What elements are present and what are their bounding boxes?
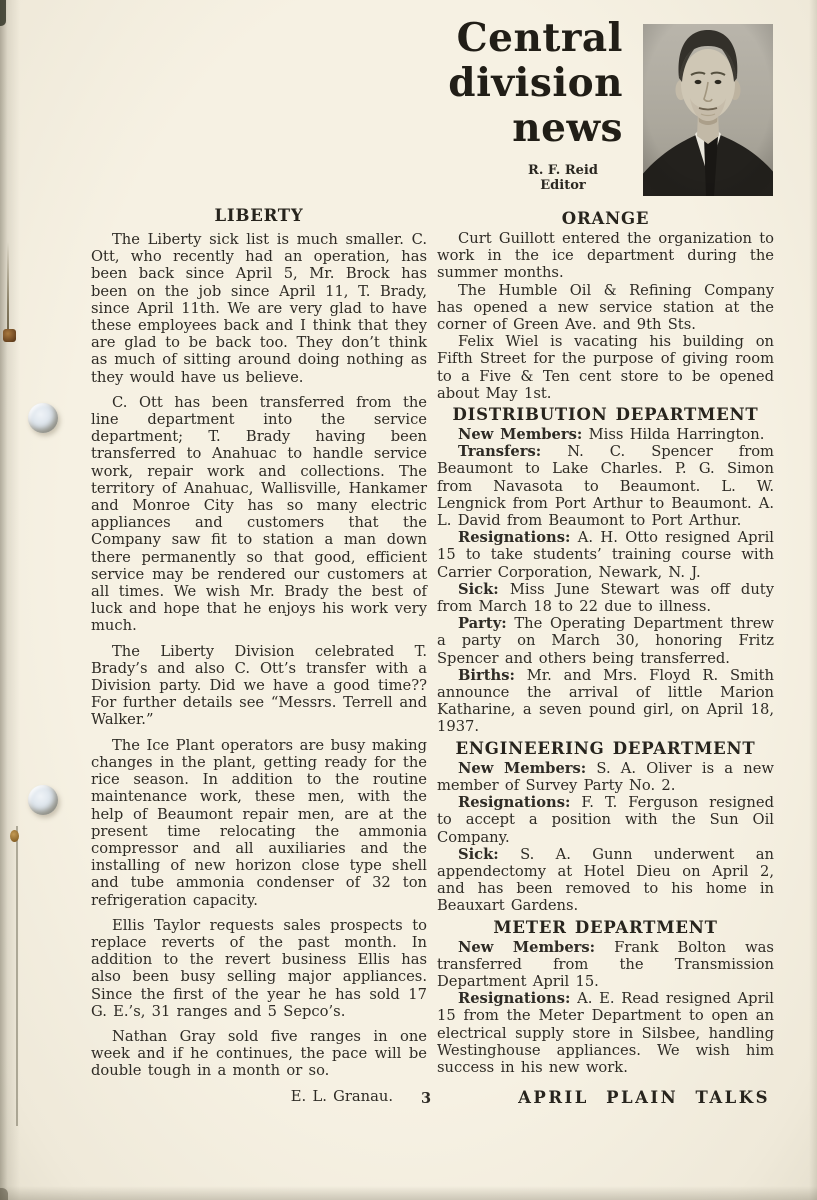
liberty-paragraph: The Ice Plant operators are busy making changes in the plant, getting ready for the rice season. In addition to the routine maintenance work, these men, with the help of Beaumont repair men, are at the present time relocating the ammonia compressor and all auxiliaries and the installing of new horizon close type shell and tube ammonia condenser of 32 ton refrigeration capacity. [91,736,427,909]
item-label: New Members: [458,938,596,956]
dept-item [437,794,774,846]
orange-paragraph: Curt Guillott entered the organization to work in the ice department during the summer months. [437,230,774,282]
right-column [437,206,774,1076]
item-text: A. E. Read resigned April 15 from the Meter Department to open an electrical supply store in Silsbee, handling Westinghouse appliances. We wish him success in his new work. [437,990,774,1076]
dept-item [437,939,774,991]
left-column [91,206,427,1105]
page-bottom-edge-shadow [0,1186,817,1200]
item-label: Transfers: [458,443,542,461]
scan-corner-mark-bottom [0,1188,8,1200]
item-text: The Operating Department threw a party on March 30, honoring Fritz Spencer and others being transferred. [437,615,774,667]
dept-item [437,760,774,794]
section-heading-orange: ORANGE [561,209,650,228]
dept-item [437,667,774,736]
dept-item [437,581,774,615]
item-text: S. A. Gunn underwent an appendectomy at Hotel Dieu on April 2, and has been removed to his home in Beauxart Gardens. [437,845,774,915]
publication-title: APRIL PLAIN TALKS [518,1088,770,1107]
binding-staple [3,329,16,342]
binding-staple-lower [10,830,19,842]
page-right-edge-shadow [809,0,817,1200]
dept-item [437,529,774,581]
section-heading-distribution: DISTRIBUTION DEPARTMENT [452,405,759,425]
item-label: New Members: [458,759,587,777]
page-number: 3 [421,1090,432,1107]
liberty-paragraph: C. Ott has been transferred from the line department into the service department; T. Brady having been transferred to Anahuac to handle service work, repair work and collections. The territory of Anahuac, Wallisville, Hankamer and Monroe City has so many electric appliances and customers that the Company saw fit to station a man down there permanently so that good, efficient service may be rendered our customers at all times. We wish Mr. Brady the best of luck and hope that he enjoys his work very much. [91,393,427,635]
punch-hole-bottom [28,785,58,815]
item-text: A. H. Otto resigned April 15 to take students’ training course with Carrier Corporation, Newark, N. J. [437,529,774,581]
item-text: S. A. Oliver is a new member of Survey Party No. 2. [437,759,774,794]
dept-item [437,990,774,1076]
item-text: Frank Bolton was transferred from the Transmission Department April 15. [437,938,774,990]
editor-portrait-photo [643,24,773,196]
masthead-title-line-1: Central [456,15,623,61]
liberty-paragraph: Ellis Taylor requests sales prospects to replace reverts of the past month. In addition to the revert business Ellis has also been busy selling major appliances. Since the first of the year he has sold 17 G. E.’s, 31 ranges and 5 Sepco’s. [91,916,427,1020]
section-heading-liberty: LIBERTY [214,206,304,225]
masthead-title-line-3: news [512,105,623,151]
orange-paragraph: The Humble Oil & Refining Company has opened a new service station at the corner of Green Ave. and 9th Sts. [437,281,774,334]
item-label: Births: [458,666,515,684]
editor-title: Editor [540,178,586,193]
punch-hole-top [28,403,58,433]
liberty-paragraph: The Liberty Division celebrated T. Brady’s and also C. Ott’s transfer with a Division party. Did we have a good time?? For further details see “Messrs. Terrell and Walker.” [91,642,427,729]
liberty-signature: E. L. Granau. [290,1087,393,1105]
item-text: Miss Hilda Harrington. [588,426,765,444]
item-label: New Members: [458,426,583,444]
liberty-paragraph: Nathan Gray sold five ranges in one week and if he continues, the pace will be double tough in a month or so. [91,1027,427,1080]
scan-corner-mark [0,0,6,26]
masthead-title [440,16,623,151]
item-text: Miss June Stewart was off duty from March 18 to 22 due to illness. [437,580,774,616]
item-label: Party: [458,615,507,633]
editor-credit [500,163,626,193]
item-text: N. C. Spencer from Beaumont to Lake Charles. P. G. Simon from Navasota to Beaumont. L. W. Lengnick from Port Arthur to Beaumont. A. L. David from Beaumont to Port Arthur. [437,443,774,530]
page-footer [0,1088,817,1108]
dept-item [437,443,774,529]
item-label: Sick: [458,845,499,863]
dept-item [437,615,774,667]
dept-item [437,846,774,915]
item-label: Resignations: [458,529,571,547]
binding-wire [7,242,9,334]
liberty-paragraph: The Liberty sick list is much smaller. C. Ott, who recently had an operation, has been back since April 5, Mr. Brock has been on the job since April 11, T. Brady, since April 11th. We are very glad to have these employees back and I think that they are glad to be back too. They don’t think as much of sitting around doing nothing as they would have us believe. [91,231,427,386]
orange-paragraph: Felix Wiel is vacating his building on Fifth Street for the purpose of giving room to a Five & Ten cent store to be opened about May 1st. [437,333,774,402]
dept-item [437,426,774,443]
item-text: F. T. Ferguson resigned to accept a position with the Sun Oil Company. [437,794,774,846]
masthead-title-line-2: division [448,60,623,106]
section-heading-meter: METER DEPARTMENT [493,917,718,937]
section-heading-engineering: ENGINEERING DEPARTMENT [455,738,756,758]
item-label: Sick: [458,580,499,598]
binding-wire-lower [16,826,18,1126]
item-text: Mr. and Mrs. Floyd R. Smith announce the arrival of little Marion Katharine, a seven pound girl, on April 18, 1937. [437,666,774,736]
item-label: Resignations: [458,794,571,812]
editor-name: R. F. Reid [528,163,598,178]
item-label: Resignations: [458,990,571,1008]
